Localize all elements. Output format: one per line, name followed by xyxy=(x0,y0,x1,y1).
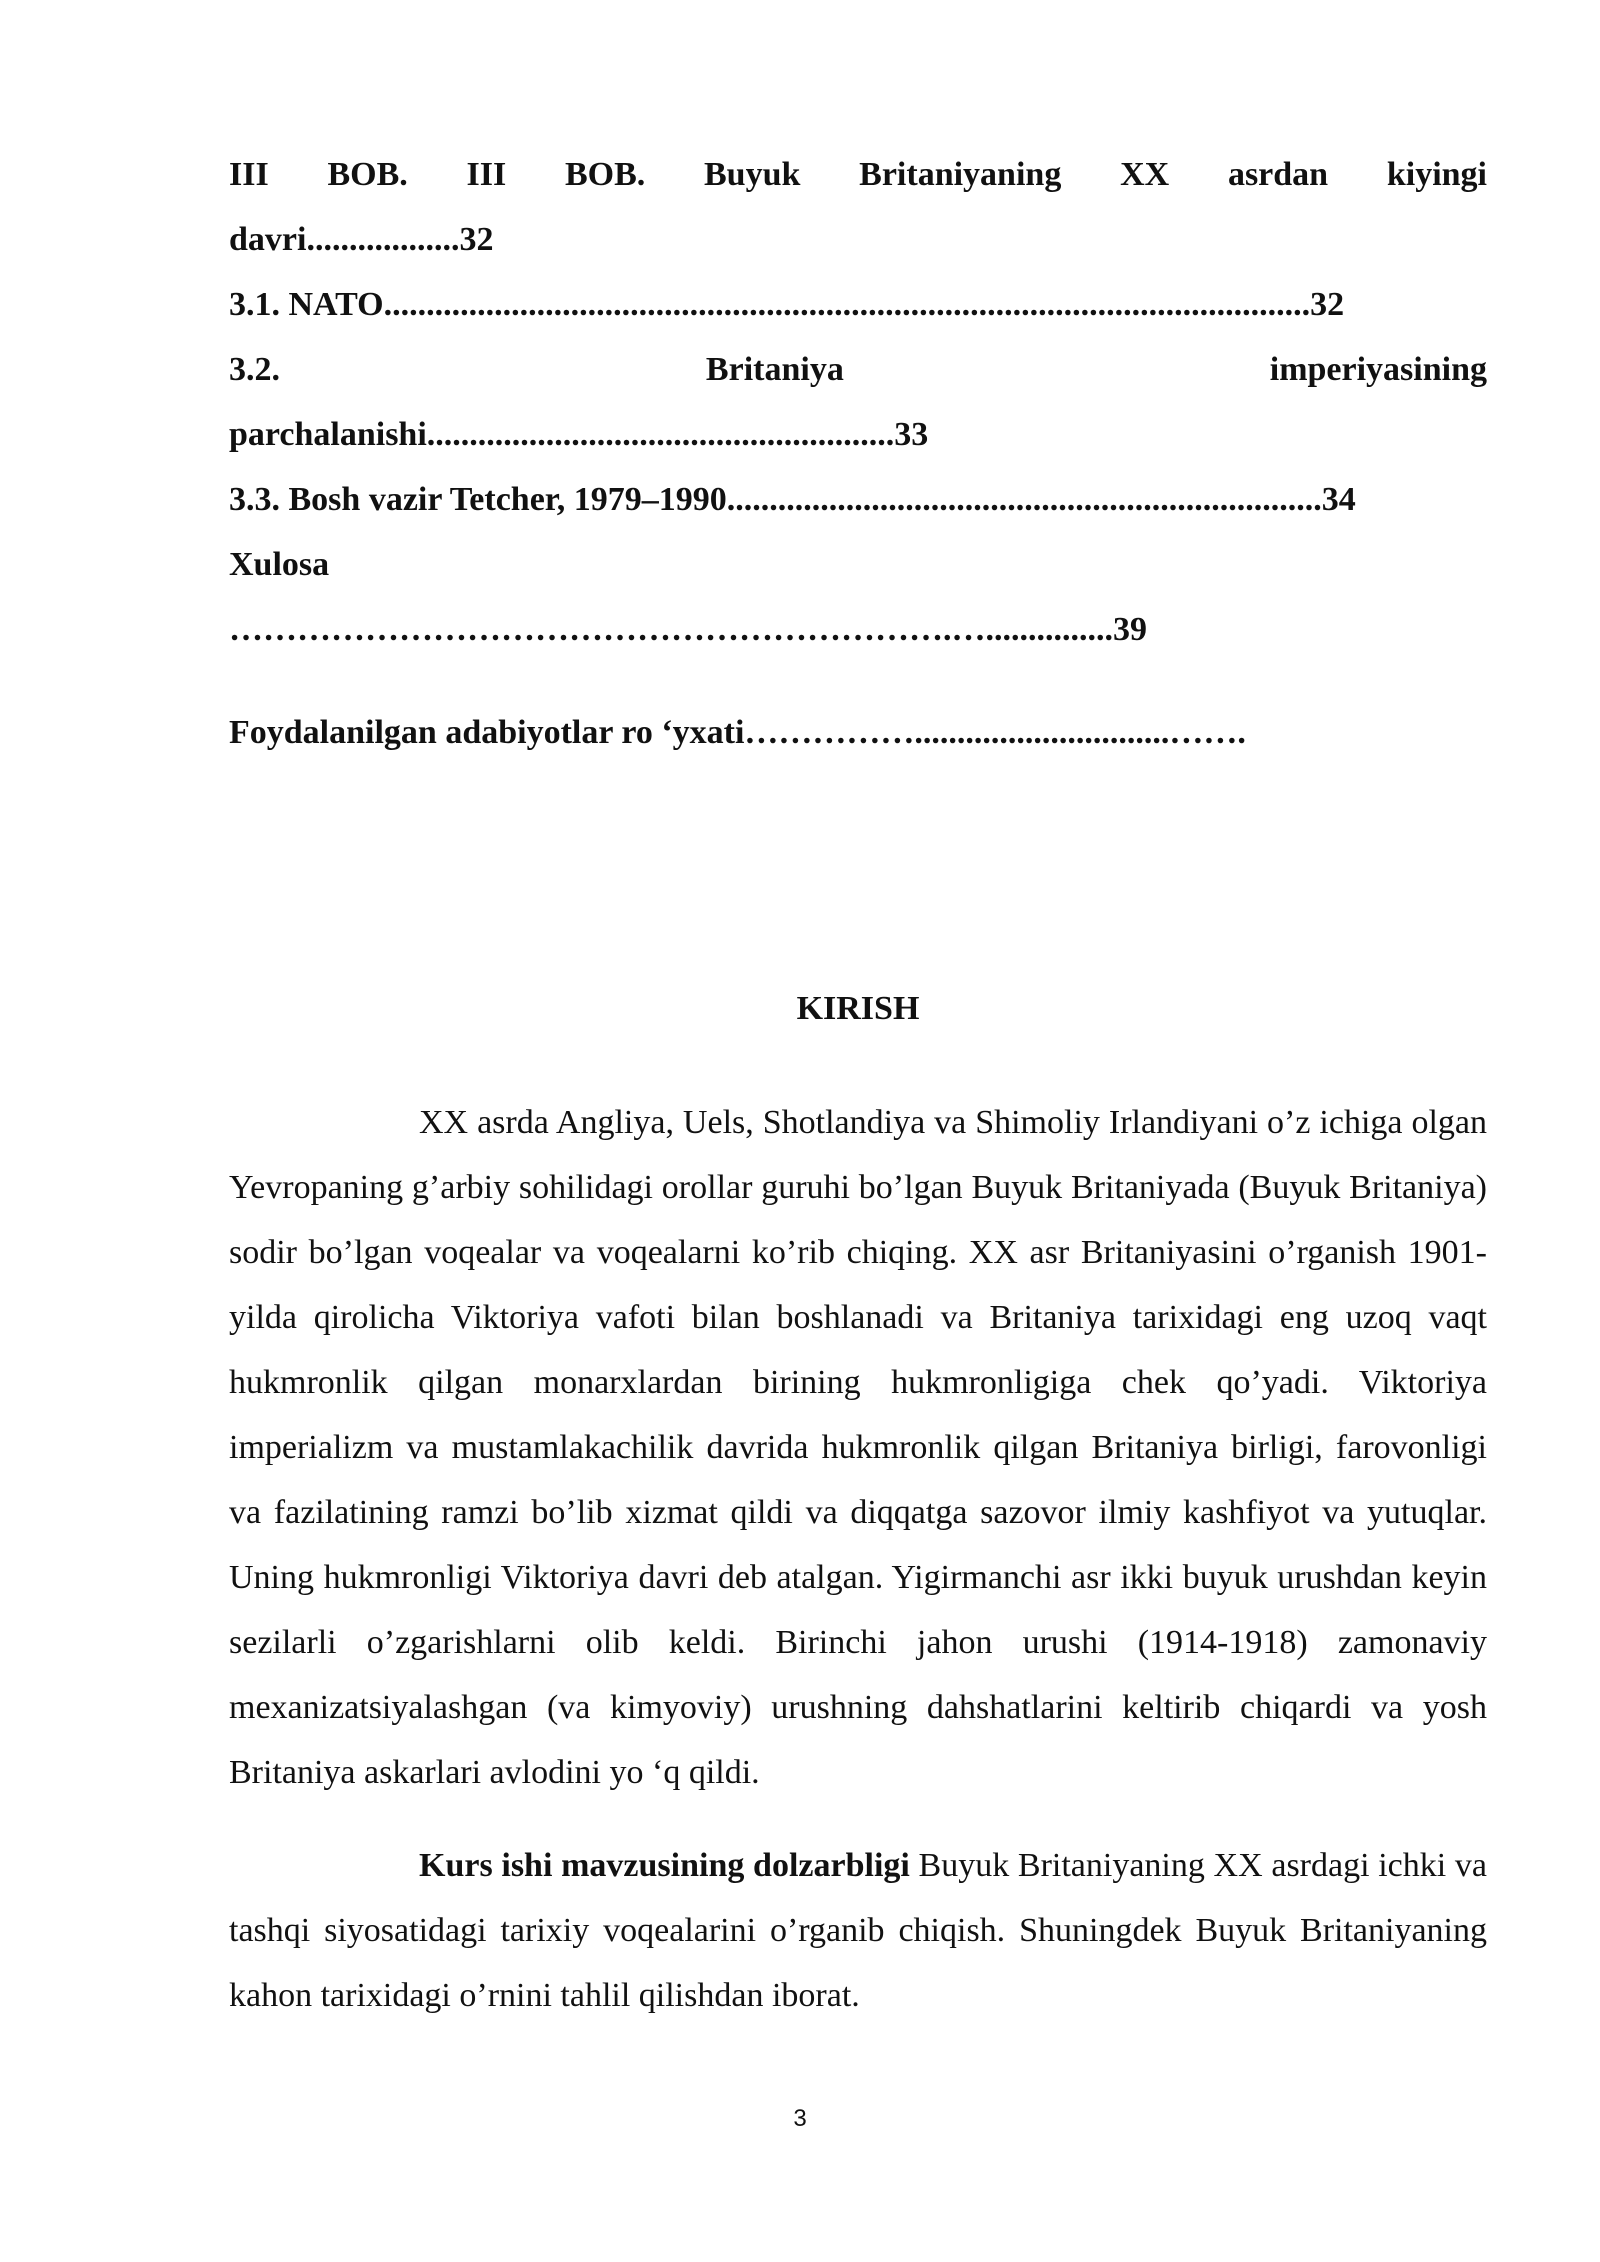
toc-conclusion-label: Xulosa xyxy=(229,546,330,583)
toc-item-3-1: 3.1. NATO.............................................................................................................32 xyxy=(229,286,1345,323)
topic-relevance-text: Buyuk Britaniyaning XX asrdagi ichki va tashqi siyosatidagi tarixiy voqealarini o’rganib chiqish. Shuningdek Buyuk Britaniyaning kahon tarixidagi o’rnini tahlil qilishdan iborat. xyxy=(229,1847,1487,2014)
section-heading: KIRISH xyxy=(796,990,920,1027)
toc-chapter-3-title: III BOB. III BOB. Buyuk Britaniyaning XX asrdan kiyingi xyxy=(229,156,1487,193)
toc-spacer xyxy=(229,662,1487,700)
toc-item-3-2-title: 3.2. Britaniya imperiyasining xyxy=(229,351,1487,388)
introduction-paragraph-2 xyxy=(229,1833,1487,2028)
toc-item-3-2-page: parchalanishi.......................................................33 xyxy=(229,416,929,453)
toc-conclusion-page: ……………………………………………………….…...............39 xyxy=(229,611,1147,648)
topic-relevance-label: Kurs ishi mavzusining dolzarbligi xyxy=(419,1847,910,1884)
table-of-contents xyxy=(229,142,1487,765)
toc-references: Foydalanilgan adabiyotlar ro ‘yxati……………..............................……. xyxy=(229,714,1246,751)
page-number: 3 xyxy=(793,2105,807,2132)
toc-item-3-3: 3.3. Bosh vazir Tetcher, 1979–1990......................................................................34 xyxy=(229,481,1356,518)
introduction-body xyxy=(229,1090,1487,2028)
introduction-paragraph-1: XX asrda Angliya, Uels, Shotlandiya va Shimoliy Irlandiyani o’z ichiga olgan Yevropaning g’arbiy sohilidagi orollar guruhi bo’lgan Buyuk Britaniyada (Buyuk Britaniya) sodir bo’lgan voqealar va voqealarni ko’rib chiqing. XX asr Britaniyasini o’rganish 1901-yilda qirolicha Viktoriya vafoti bilan boshlanadi va Britaniya tarixidagi eng uzoq vaqt hukmronlik qilgan monarxlardan birining hukmronligiga chek qo’yadi. Viktoriya imperializm va mustamlakachilik davrida hukmronlik qilgan Britaniya birligi, farovonligi va fazilatining ramzi bo’lib xizmat qildi va diqqatga sazovor ilmiy kashfiyot va yutuqlar. Uning hukmronligi Viktoriya davri deb atalgan. Yigirmanchi asr ikki buyuk urushdan keyin sezilarli o’zgarishlarni olib keldi. Birinchi jahon urushi (1914-1918) zamonaviy mexanizatsiyalashgan (va kimyoviy) urushning dahshatlarini keltirib chiqardi va yosh Britaniya askarlari avlodini yo ‘q qildi. xyxy=(229,1104,1487,1791)
toc-chapter-3-page: davri..................32 xyxy=(229,221,494,258)
